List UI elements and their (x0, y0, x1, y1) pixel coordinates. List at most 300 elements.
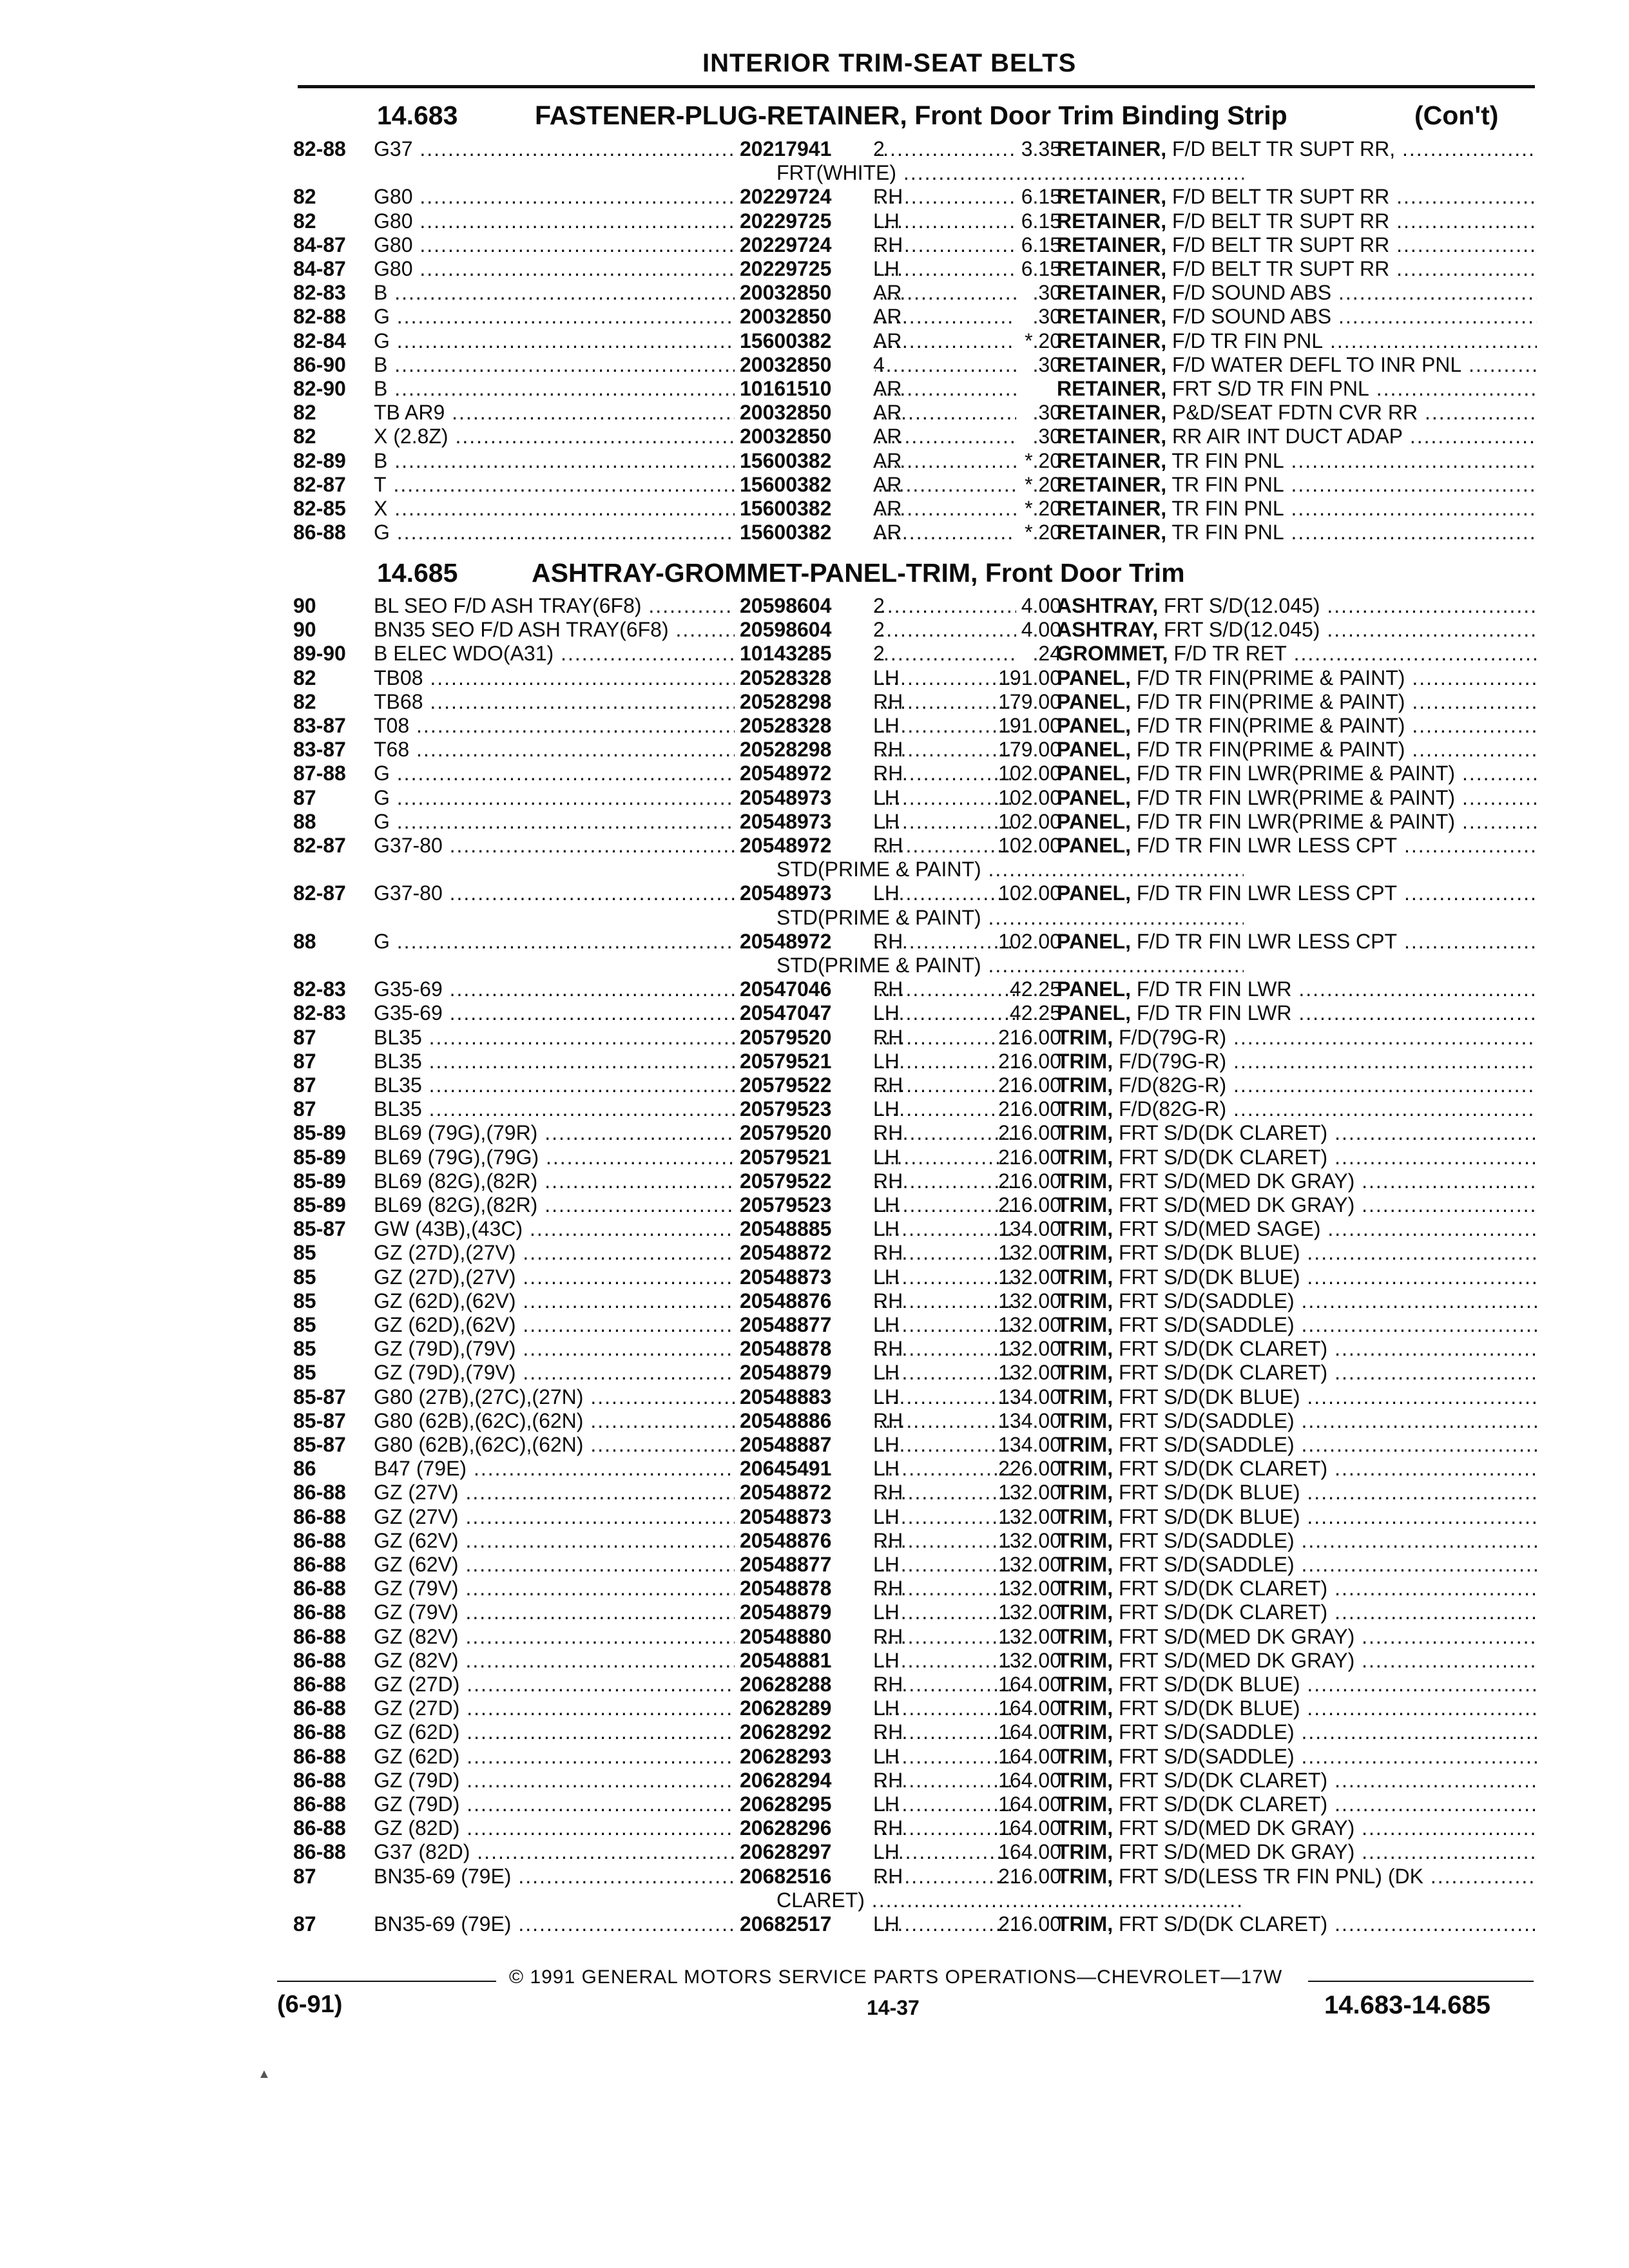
part-number-cell: 20548879 (735, 1600, 875, 1624)
description-text: TR FIN PNL (1166, 497, 1284, 520)
description-cell (1057, 1073, 1537, 1097)
price-cell: .24 (1032, 642, 1061, 666)
price-cell: 6.15 (1021, 257, 1061, 280)
description-continuation: STD(PRIME & PAINT) ..... (776, 906, 1244, 930)
model-cell: TB AR9 ..... (374, 401, 1016, 425)
description-noun: TRIM, (1057, 1337, 1113, 1361)
table-row (293, 1361, 1537, 1385)
description-noun: TRIM, (1057, 1600, 1113, 1624)
description-text: F/D TR FIN PNL (1166, 329, 1324, 352)
description-cell (1057, 786, 1537, 810)
price-cell: 179.00 (998, 738, 1061, 762)
quantity-cell: LH (873, 1049, 900, 1073)
model-cell: B ..... (374, 449, 1016, 473)
table-row (293, 1577, 1537, 1600)
year-cell: 85 (293, 1313, 316, 1336)
model-cell: G35-69 ..... (374, 977, 1016, 1001)
table-row (293, 1409, 1537, 1433)
price-cell: 216.00 (998, 1145, 1061, 1169)
quantity-cell: AR (873, 329, 902, 352)
year-cell: 85 (293, 1265, 316, 1289)
description-cell (1057, 1337, 1537, 1361)
description-noun: TRIM, (1057, 1696, 1113, 1720)
price-cell: 226.00 (998, 1457, 1061, 1481)
quantity-cell: AR (873, 521, 902, 544)
part-number-cell: 20548973 (735, 881, 875, 905)
description-cell (1057, 810, 1537, 834)
price-cell: 216.00 (998, 1912, 1061, 1936)
description-noun: PANEL, (1057, 666, 1131, 689)
description-cell (1057, 762, 1537, 785)
description-continuation: CLARET) ..... (776, 1888, 1244, 1912)
description-cell (1057, 1146, 1537, 1169)
description-noun: TRIM, (1057, 1624, 1113, 1648)
description-cell (1057, 1840, 1537, 1864)
description-cell (1057, 1745, 1537, 1769)
quantity-cell: LH (873, 785, 900, 809)
part-number-cell: 20682517 (735, 1912, 875, 1936)
price-cell: .30 (1032, 425, 1061, 448)
description-cell (1057, 1673, 1537, 1696)
description-noun: TRIM, (1057, 1121, 1113, 1145)
year-cell: 86-88 (293, 1816, 346, 1840)
description-text: F/D TR FIN LWR (1130, 977, 1292, 1001)
year-cell: 83-87 (293, 714, 346, 737)
table-row (293, 1265, 1537, 1289)
part-number-cell: 20579522 (735, 1073, 875, 1097)
model-cell: GZ (27D) ..... (374, 1673, 1016, 1696)
quantity-cell: LH (873, 1553, 900, 1576)
description-noun: TRIM, (1057, 1289, 1113, 1312)
year-cell: 86-88 (293, 1504, 346, 1528)
table-row (293, 810, 1537, 834)
table-row (293, 1625, 1537, 1649)
description-cell (1057, 1289, 1537, 1313)
scan-mark: ▲ (258, 2067, 271, 2081)
table-row (293, 1146, 1537, 1169)
price-cell: 134.00 (998, 1217, 1061, 1241)
part-number-cell: 20628294 (735, 1769, 875, 1792)
part-number-cell: 20528328 (735, 666, 875, 690)
part-number-cell: 20032850 (735, 305, 875, 329)
description-text: FRT S/D(DK BLUE) (1113, 1265, 1300, 1289)
description-noun: RETAINER, (1057, 281, 1167, 305)
section-number: 14.685 (377, 558, 458, 588)
description-text: FRT S/D(DK BLUE) (1113, 1673, 1300, 1696)
table-row (293, 1481, 1537, 1504)
description-noun: ASHTRAY, (1057, 618, 1159, 642)
description-text: TR FIN PNL (1166, 521, 1284, 544)
table-row (293, 666, 1537, 690)
quantity-cell: RH (873, 1337, 903, 1361)
description-cell (1057, 1265, 1537, 1289)
model-cell: BL69 (79G),(79G) ..... (374, 1146, 1016, 1169)
description-text: FRT S/D(DK CLARET) (1113, 1600, 1328, 1624)
description-cell (1057, 1769, 1537, 1792)
part-number-cell: 20579523 (735, 1097, 875, 1121)
model-cell: GZ (62V) ..... (374, 1529, 1016, 1553)
description-cell (1057, 257, 1537, 281)
year-cell: 82 (293, 425, 316, 448)
price-cell: 134.00 (998, 1385, 1061, 1408)
table-row (293, 1912, 1537, 1936)
model-cell: X ..... (374, 497, 1016, 521)
description-noun: TRIM, (1057, 1744, 1113, 1768)
year-cell: 87 (293, 1049, 316, 1073)
quantity-cell: AR (873, 305, 902, 329)
year-cell: 86-88 (293, 1840, 346, 1864)
footer-section-range: 14.683-14.685 (1324, 1991, 1491, 2019)
section-title: ASHTRAY-GROMMET-PANEL-TRIM, Front Door Trim (532, 558, 1185, 588)
quantity-cell: LH (873, 209, 900, 233)
price-cell: 6.15 (1021, 209, 1061, 233)
table-row (293, 594, 1537, 618)
description-text: TR FIN PNL (1166, 448, 1284, 472)
part-number-cell: 20579522 (735, 1169, 875, 1193)
table-row (293, 1529, 1537, 1553)
price-cell: 216.00 (998, 1049, 1061, 1073)
year-cell: 90 (293, 594, 316, 617)
year-cell: 83-87 (293, 738, 346, 762)
table-row (293, 690, 1537, 714)
part-number-cell: 20579521 (735, 1050, 875, 1073)
description-noun: PANEL, (1057, 689, 1131, 713)
model-cell: B47 (79E) ..... (374, 1457, 1016, 1481)
table-row (293, 1337, 1537, 1361)
description-text: FRT S/D(DK CLARET) (1113, 1457, 1328, 1481)
price-cell: 132.00 (998, 1481, 1061, 1504)
price-cell: 216.00 (998, 1097, 1061, 1121)
description-noun: TRIM, (1057, 1481, 1113, 1504)
description-text: P&D/SEAT FDTN CVR RR (1166, 401, 1418, 425)
year-cell: 87-88 (293, 762, 346, 785)
year-cell: 85 (293, 1241, 316, 1265)
description-cell (1057, 1433, 1537, 1457)
quantity-cell: RH (873, 1408, 903, 1432)
description-cell (1057, 1026, 1537, 1050)
quantity-cell: LH (873, 1840, 900, 1864)
description-text: F/D SOUND ABS (1166, 281, 1332, 305)
description-cell (1057, 449, 1537, 473)
model-cell: T68 ..... (374, 738, 1016, 762)
description-text: FRT S/D(SADDLE) (1113, 1528, 1295, 1552)
part-number-cell: 10161510 (735, 377, 875, 401)
part-number-cell: 20548972 (735, 930, 875, 954)
table-row (293, 353, 1537, 377)
year-cell: 86-88 (293, 1553, 346, 1576)
part-number-cell: 20628296 (735, 1816, 875, 1840)
table-row (293, 1289, 1537, 1313)
price-cell: .30 (1032, 305, 1061, 329)
quantity-cell: RH (873, 689, 903, 713)
description-text: FRT S/D(SADDLE) (1113, 1744, 1295, 1768)
part-number-cell: 15600382 (735, 449, 875, 473)
model-cell: GZ (79D),(79V) ..... (374, 1361, 1016, 1385)
year-cell: 82 (293, 185, 316, 209)
model-cell: GZ (27D),(27V) ..... (374, 1241, 1016, 1265)
year-cell: 87 (293, 1864, 316, 1888)
price-cell: 191.00 (998, 666, 1061, 689)
table-row (293, 497, 1537, 521)
model-cell: BL69 (82G),(82R) ..... (374, 1193, 1016, 1217)
table-row (293, 1001, 1537, 1025)
part-number-cell: 20548876 (735, 1289, 875, 1313)
table-row (293, 738, 1537, 762)
description-text: FRT S/D(MED DK GRAY) (1113, 1169, 1355, 1193)
part-number-cell: 20628292 (735, 1720, 875, 1744)
description-noun: TRIM, (1057, 1720, 1113, 1744)
year-cell: 88 (293, 809, 316, 833)
year-cell: 82-84 (293, 329, 346, 352)
part-number-cell: 20528328 (735, 714, 875, 738)
part-number-cell: 20548973 (735, 786, 875, 810)
description-cell (1057, 233, 1537, 257)
part-number-cell: 20548883 (735, 1385, 875, 1409)
description-noun: RETAINER, (1057, 521, 1167, 544)
price-cell: 102.00 (998, 834, 1061, 857)
description-cell (1057, 377, 1537, 401)
table-row (293, 786, 1537, 810)
price-cell: *.20 (1025, 472, 1061, 496)
description-cell (1057, 425, 1537, 448)
price-cell: 132.00 (998, 1624, 1061, 1648)
description-text: F/D BELT TR SUPT RR (1166, 185, 1390, 209)
description-noun: RETAINER, (1057, 425, 1167, 448)
quantity-cell: LH (873, 1600, 900, 1624)
quantity-cell: LH (873, 809, 900, 833)
description-text: FRT S/D(DK BLUE) (1113, 1481, 1300, 1504)
description-text: FRT S/D(MED DK GRAY) (1113, 1840, 1355, 1864)
part-number-cell: 20217941 (735, 137, 875, 161)
description-cell (1057, 930, 1537, 954)
price-cell: *.20 (1025, 497, 1061, 520)
section-continued: (Con't) (1414, 101, 1499, 130)
table-row (293, 1720, 1537, 1744)
description-text: F/D SOUND ABS (1166, 305, 1332, 329)
year-cell: 85-89 (293, 1121, 346, 1145)
description-cell (1057, 305, 1537, 329)
model-cell: B ELEC WDO(A31) ..... (374, 642, 1016, 666)
description-text: F/D TR RET (1168, 642, 1287, 666)
description-noun: PANEL, (1057, 738, 1131, 762)
description-noun: TRIM, (1057, 1145, 1113, 1169)
table-row (293, 1600, 1537, 1624)
price-cell: 132.00 (998, 1504, 1061, 1528)
description-text: FRT S/D TR FIN PNL (1166, 377, 1369, 400)
description-noun: TRIM, (1057, 1049, 1113, 1073)
description-noun: TRIM, (1057, 1025, 1113, 1049)
description-noun: RETAINER, (1057, 233, 1167, 256)
description-cell (1057, 473, 1537, 497)
quantity-cell: LH (873, 1912, 900, 1936)
part-number-cell: 20528298 (735, 738, 875, 762)
quantity-cell: RH (873, 1169, 903, 1193)
price-cell: 102.00 (998, 785, 1061, 809)
description-noun: PANEL, (1057, 785, 1131, 809)
quantity-cell: LH (873, 1648, 900, 1672)
model-cell: GZ (82D) ..... (374, 1816, 1016, 1840)
description-text: F/D(79G-R) (1113, 1049, 1227, 1073)
description-text: FRT S/D(DK CLARET) (1113, 1768, 1328, 1792)
year-cell: 84-87 (293, 257, 346, 280)
description-text: F/D TR FIN LWR(PRIME & PAINT) (1130, 785, 1456, 809)
description-cell (1057, 1121, 1537, 1145)
quantity-cell: RH (873, 1720, 903, 1744)
price-cell: 132.00 (998, 1337, 1061, 1361)
description-text: FRT S/D(DK CLARET) (1113, 1577, 1328, 1600)
table-row (293, 714, 1537, 738)
quantity-cell: LH (873, 257, 900, 280)
model-cell: GZ (27D),(27V) ..... (374, 1265, 1016, 1289)
year-cell: 82-88 (293, 137, 346, 160)
table-row (293, 1433, 1537, 1457)
price-cell: *.20 (1025, 521, 1061, 544)
description-text: FRT S/D(DK CLARET) (1113, 1361, 1328, 1385)
part-number-cell: 20548878 (735, 1577, 875, 1600)
part-number-cell: 15600382 (735, 497, 875, 521)
model-cell: B ..... (374, 353, 1016, 377)
description-text: FRT S/D(SADDLE) (1113, 1433, 1295, 1456)
description-text: F/D TR FIN(PRIME & PAINT) (1130, 666, 1405, 689)
description-cell (1057, 137, 1537, 161)
description-cell (1057, 1217, 1537, 1241)
quantity-cell: 4 (873, 352, 885, 376)
table-row (293, 1097, 1537, 1121)
description-text: TR FIN PNL (1166, 472, 1284, 496)
quantity-cell: LH (873, 1744, 900, 1768)
model-cell: GZ (79V) ..... (374, 1577, 1016, 1600)
model-cell: GZ (79D) ..... (374, 1792, 1016, 1816)
model-cell: GZ (62D),(62V) ..... (374, 1313, 1016, 1337)
description-text: F/D BELT TR SUPT RR, (1166, 137, 1396, 160)
part-number-cell: 20548887 (735, 1433, 875, 1457)
part-number-cell: 20032850 (735, 401, 875, 425)
model-cell: GZ (62V) ..... (374, 1553, 1016, 1577)
description-cell (1057, 1409, 1537, 1433)
description-noun: RETAINER, (1057, 329, 1167, 352)
description-continuation: STD(PRIME & PAINT) ..... (776, 954, 1244, 977)
year-cell: 86-88 (293, 1696, 346, 1720)
model-cell: G80 (27B),(27C),(27N) ..... (374, 1385, 1016, 1409)
year-cell: 82-87 (293, 834, 346, 857)
description-cell (1057, 666, 1537, 690)
table-row (293, 1121, 1537, 1145)
table-row (293, 425, 1537, 448)
part-number-cell: 20628293 (735, 1745, 875, 1769)
part-number-cell: 20682516 (735, 1865, 875, 1888)
model-cell: BL35 ..... (374, 1050, 1016, 1073)
quantity-cell: RH (873, 1289, 903, 1312)
description-noun: RETAINER, (1057, 352, 1167, 376)
model-cell: G80 ..... (374, 257, 1016, 281)
description-noun: PANEL, (1057, 881, 1131, 905)
footer-rule-left (277, 1981, 496, 1982)
description-noun: TRIM, (1057, 1577, 1113, 1600)
quantity-cell: RH (873, 185, 903, 209)
model-cell: G ..... (374, 786, 1016, 810)
description-text: F/D TR FIN LWR(PRIME & PAINT) (1130, 809, 1456, 833)
table-row (293, 1696, 1537, 1720)
model-cell: G ..... (374, 521, 1016, 544)
year-cell: 86-88 (293, 1792, 346, 1816)
description-cell (1057, 1169, 1537, 1193)
description-text: F/D BELT TR SUPT RR (1166, 257, 1390, 280)
footer-page-number: 14-37 (867, 1996, 920, 2019)
quantity-cell: RH (873, 1528, 903, 1552)
quantity-cell: RH (873, 834, 903, 857)
price-cell: 216.00 (998, 1193, 1061, 1216)
description-cell (1057, 401, 1537, 425)
model-cell: GZ (62D) ..... (374, 1720, 1016, 1744)
page-header-title: INTERIOR TRIM-SEAT BELTS (702, 49, 1077, 77)
table-row (293, 1673, 1537, 1696)
year-cell: 82-83 (293, 1001, 346, 1025)
model-cell: BL35 ..... (374, 1097, 1016, 1121)
price-cell: 102.00 (998, 809, 1061, 833)
part-number-cell: 20548972 (735, 762, 875, 785)
model-cell: G ..... (374, 329, 1016, 353)
part-number-cell: 20229725 (735, 209, 875, 233)
quantity-cell: LH (873, 1385, 900, 1408)
part-number-cell: 15600382 (735, 329, 875, 353)
table-row (293, 449, 1537, 473)
description-noun: TRIM, (1057, 1385, 1113, 1408)
description-cell (1057, 1529, 1537, 1553)
quantity-cell: LH (873, 881, 900, 905)
description-text: FRT S/D(DK CLARET) (1113, 1337, 1328, 1361)
description-noun: TRIM, (1057, 1241, 1113, 1265)
description-noun: TRIM, (1057, 1840, 1113, 1864)
quantity-cell: LH (873, 1361, 900, 1385)
model-cell: T ..... (374, 473, 1016, 497)
price-cell: 164.00 (998, 1768, 1061, 1792)
quantity-cell: 2 (873, 618, 885, 642)
table-row (293, 1385, 1537, 1409)
part-number-cell: 20229724 (735, 233, 875, 257)
description-cell (1057, 1097, 1537, 1121)
description-text: FRT S/D(12.045) (1158, 618, 1320, 642)
quantity-cell: 2 (873, 642, 885, 666)
description-noun: RETAINER, (1057, 305, 1167, 329)
price-cell: 164.00 (998, 1696, 1061, 1720)
description-noun: TRIM, (1057, 1408, 1113, 1432)
model-cell: G80 ..... (374, 233, 1016, 257)
description-text: FRT S/D(DK BLUE) (1113, 1385, 1300, 1408)
model-cell: BN35-69 (79E) ..... (374, 1912, 1016, 1936)
year-cell: 87 (293, 1097, 316, 1121)
table-row (293, 1505, 1537, 1529)
part-number-cell: 20579521 (735, 1146, 875, 1169)
model-cell: GZ (79D),(79V) ..... (374, 1337, 1016, 1361)
description-text: F/D WATER DEFL TO INR PNL (1166, 352, 1462, 376)
model-cell: BL69 (79G),(79R) ..... (374, 1121, 1016, 1145)
model-cell: BN35-69 (79E) ..... (374, 1865, 1016, 1888)
section-number: 14.683 (377, 101, 458, 130)
description-text: FRT S/D(DK BLUE) (1113, 1696, 1300, 1720)
description-text: F/D BELT TR SUPT RR (1166, 233, 1390, 256)
part-number-cell: 20548885 (735, 1217, 875, 1241)
part-number-cell: 20032850 (735, 425, 875, 448)
description-continuation: FRT(WHITE) ..... (776, 161, 1244, 185)
price-cell: 132.00 (998, 1600, 1061, 1624)
description-text: FRT S/D(SADDLE) (1113, 1720, 1295, 1744)
description-text: FRT S/D(MED SAGE) (1113, 1217, 1321, 1241)
description-cell (1057, 977, 1537, 1001)
price-cell: 132.00 (998, 1313, 1061, 1336)
quantity-cell: LH (873, 1313, 900, 1336)
year-cell: 86-88 (293, 1744, 346, 1768)
part-number-cell: 20548872 (735, 1241, 875, 1265)
